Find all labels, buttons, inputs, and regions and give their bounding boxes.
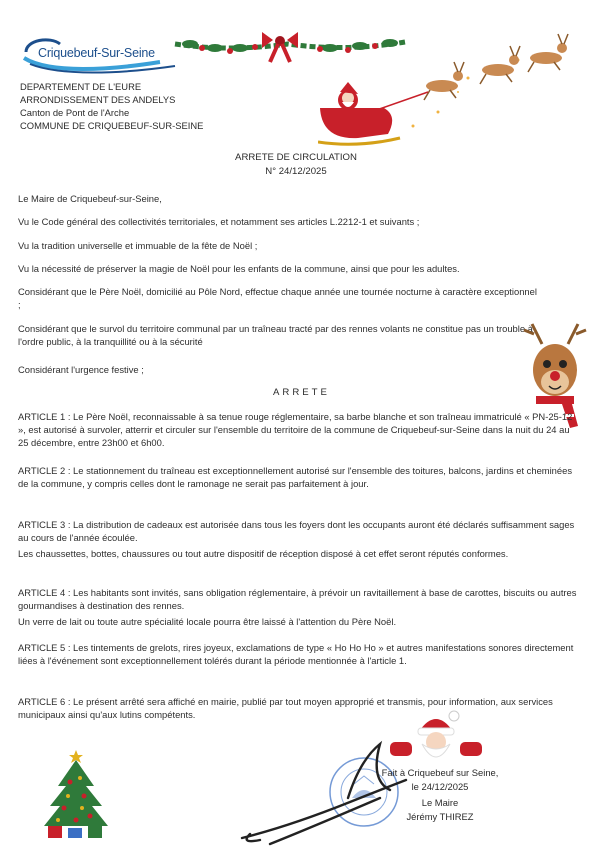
article-5: ARTICLE 5 : Les tintements de grelots, rires joyeux, exclamations de type « Ho Ho Ho » et autres manifestations sonores directement liées à l'événement sont exceptionnellement tolérés durant la période mentionnée à l'article 1. [18,642,574,666]
arrondissement-line: ARRONDISSEMENT DES ANDELYS [20,94,176,105]
logo-text: Criquebeuf-Sur-Seine [38,46,155,60]
article-6: ARTICLE 6 : Le présent arrêté sera affiché en mairie, publié par tout moyen approprié et transmis, pour information, aux services municipaux ainsi qu'aux lutins compétents. [18,696,553,720]
santa-sleigh-reindeer-icon [318,30,596,150]
christmas-tree-icon [40,746,112,841]
preamble-paragraph: Le Maire de Criquebeuf-sur-Seine, [18,193,162,204]
handwritten-signature [230,740,420,850]
article-4: ARTICLE 4 : Les habitants sont invités, sans obligation réglementaire, à prévoir un ravitaillement à base de carottes, biscuits ou autres gourmandises à destination des rennes. [18,587,577,611]
canton-line: Canton de Pont de l'Arche [20,107,130,118]
article-3-continued: Les chaussettes, bottes, chaussures ou tout autre dispositif de réception disposé à cet effet seront réputés conformes. [18,548,509,559]
signature-date: le 24/12/2025 [411,781,469,792]
arrete-number: N° 24/12/2025 [265,166,327,177]
department-line: DEPARTEMENT DE L'EURE [20,81,142,92]
preamble-paragraph: Vu la tradition universelle et immuable de la fête de Noël ; [18,240,258,251]
signature-role: Le Maire [421,797,459,808]
commune-line: COMMUNE DE CRIQUEBEUF-SUR-SEINE [20,120,204,131]
preamble-paragraph: Considérant que le survol du territoire communal par un traîneau tracté par des rennes volants ne constitue pas un trouble à l'ordre public, à la tranquillité ou à la sécurité [18,323,533,347]
arrete-heading: ARRETE [273,387,330,398]
preamble-paragraph: Considérant que le Père Noël, domicilié au Pôle Nord, effectue chaque année une tournée nocturne à caractère exceptionnel ; [18,286,537,310]
page-title: ARRETE DE CIRCULATION [235,152,357,163]
preamble-paragraph: Vu la nécessité de préserver la magie de Noël pour les enfants de la commune, ainsi que pour les adultes. [18,263,460,274]
article-4-continued: Un verre de lait ou toute autre spécialité locale pourra être laissé à l'attention du Père Noël. [18,616,397,627]
article-2: ARTICLE 2 : Le stationnement du traîneau est exceptionnellement autorisé sur l'ensemble des toitures, balcons, jardins et cheminées de la commune, y compris celles dont le ramonage ne serait pas parfaitement à jour. [18,465,573,489]
preamble-paragraph: Considérant l'urgence festive ; [18,364,144,375]
article-3: ARTICLE 3 : La distribution de cadeaux est autorisée dans tous les foyers dont les occupants auront été déclarés suffisamment sages au cours de l'année écoulée. [18,519,575,543]
article-1: ARTICLE 1 : Le Père Noël, reconnaissable à sa tenue rouge réglementaire, sa barbe blanche et son traîneau immatriculé « PN-25-12 », est autorisé à survoler, atterrir et circuler sur l'ensemble du territoire de la commune de Criquebeuf-sur-Seine dans la nuit du 24 au 25 décembre, entre 23h00 et 6h00. [18,411,573,448]
signature-name: Jérémy THIREZ [406,811,474,822]
signature-place: Fait à Criquebeuf sur Seine, [381,767,499,778]
preamble-paragraph: Vu le Code général des collectivités territoriales, et notamment ses articles L.2212-1 et suivants ; [18,216,420,227]
